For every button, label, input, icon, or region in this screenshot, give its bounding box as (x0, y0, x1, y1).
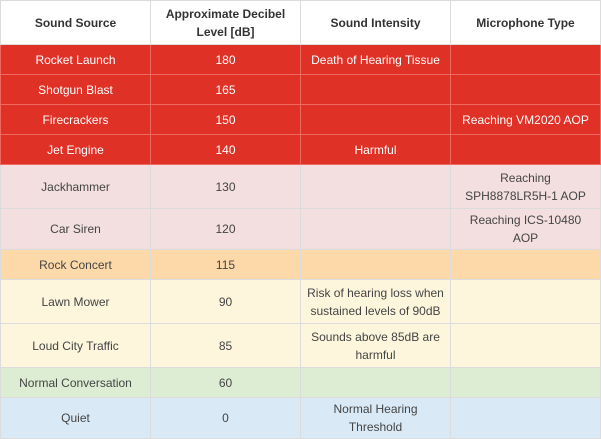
cell-microphone-type (451, 250, 601, 280)
table-row (1, 324, 601, 368)
cell-sound-intensity (301, 75, 451, 105)
header-sound-source: Sound Source (1, 1, 151, 45)
cell-microphone-type (451, 398, 601, 439)
table-row (1, 280, 601, 324)
table-row (1, 398, 601, 439)
header-decibel-level: Approximate Decibel Level [dB] (151, 1, 301, 45)
cell-sound-source: Firecrackers (1, 105, 151, 135)
cell-microphone-type (451, 75, 601, 105)
table-row (1, 368, 601, 398)
cell-sound-source: Shotgun Blast (1, 75, 151, 105)
cell-sound-source: Car Siren (1, 209, 151, 250)
header-microphone-type: Microphone Type (451, 1, 601, 45)
cell-sound-intensity: Sounds above 85dB are harmful (301, 324, 451, 368)
cell-sound-intensity (301, 368, 451, 398)
cell-microphone-type: Reaching VM2020 AOP (451, 105, 601, 135)
cell-sound-source: Jet Engine (1, 135, 151, 165)
cell-microphone-type (451, 135, 601, 165)
cell-sound-intensity: Risk of hearing loss when sustained levels of 90dB (301, 280, 451, 324)
cell-decibel-level: 85 (151, 324, 301, 368)
table-row (1, 75, 601, 105)
cell-sound-intensity (301, 105, 451, 135)
cell-decibel-level: 0 (151, 398, 301, 439)
cell-microphone-type (451, 368, 601, 398)
cell-decibel-level: 140 (151, 135, 301, 165)
cell-microphone-type: Reaching SPH8878LR5H-1 AOP (451, 165, 601, 209)
cell-sound-source: Lawn Mower (1, 280, 151, 324)
cell-decibel-level: 165 (151, 75, 301, 105)
cell-sound-intensity (301, 250, 451, 280)
cell-sound-source: Jackhammer (1, 165, 151, 209)
cell-microphone-type: Reaching ICS-10480 AOP (451, 209, 601, 250)
cell-microphone-type (451, 280, 601, 324)
cell-microphone-type (451, 45, 601, 75)
cell-decibel-level: 120 (151, 209, 301, 250)
cell-microphone-type (451, 324, 601, 368)
table-row (1, 135, 601, 165)
cell-sound-intensity: Harmful (301, 135, 451, 165)
cell-sound-intensity (301, 165, 451, 209)
cell-sound-source: Rocket Launch (1, 45, 151, 75)
cell-sound-intensity (301, 209, 451, 250)
table-row (1, 165, 601, 209)
cell-sound-source: Quiet (1, 398, 151, 439)
table-row (1, 250, 601, 280)
cell-decibel-level: 115 (151, 250, 301, 280)
header-row (1, 1, 601, 45)
cell-decibel-level: 180 (151, 45, 301, 75)
cell-decibel-level: 150 (151, 105, 301, 135)
cell-sound-source: Normal Conversation (1, 368, 151, 398)
header-sound-intensity: Sound Intensity (301, 1, 451, 45)
cell-decibel-level: 60 (151, 368, 301, 398)
cell-decibel-level: 130 (151, 165, 301, 209)
cell-sound-intensity: Normal Hearing Threshold (301, 398, 451, 439)
cell-decibel-level: 90 (151, 280, 301, 324)
table-row (1, 209, 601, 250)
cell-sound-source: Loud City Traffic (1, 324, 151, 368)
cell-sound-source: Rock Concert (1, 250, 151, 280)
table-row (1, 45, 601, 75)
table-header (1, 1, 601, 45)
cell-sound-intensity: Death of Hearing Tissue (301, 45, 451, 75)
table-body (1, 45, 601, 439)
table-row (1, 105, 601, 135)
